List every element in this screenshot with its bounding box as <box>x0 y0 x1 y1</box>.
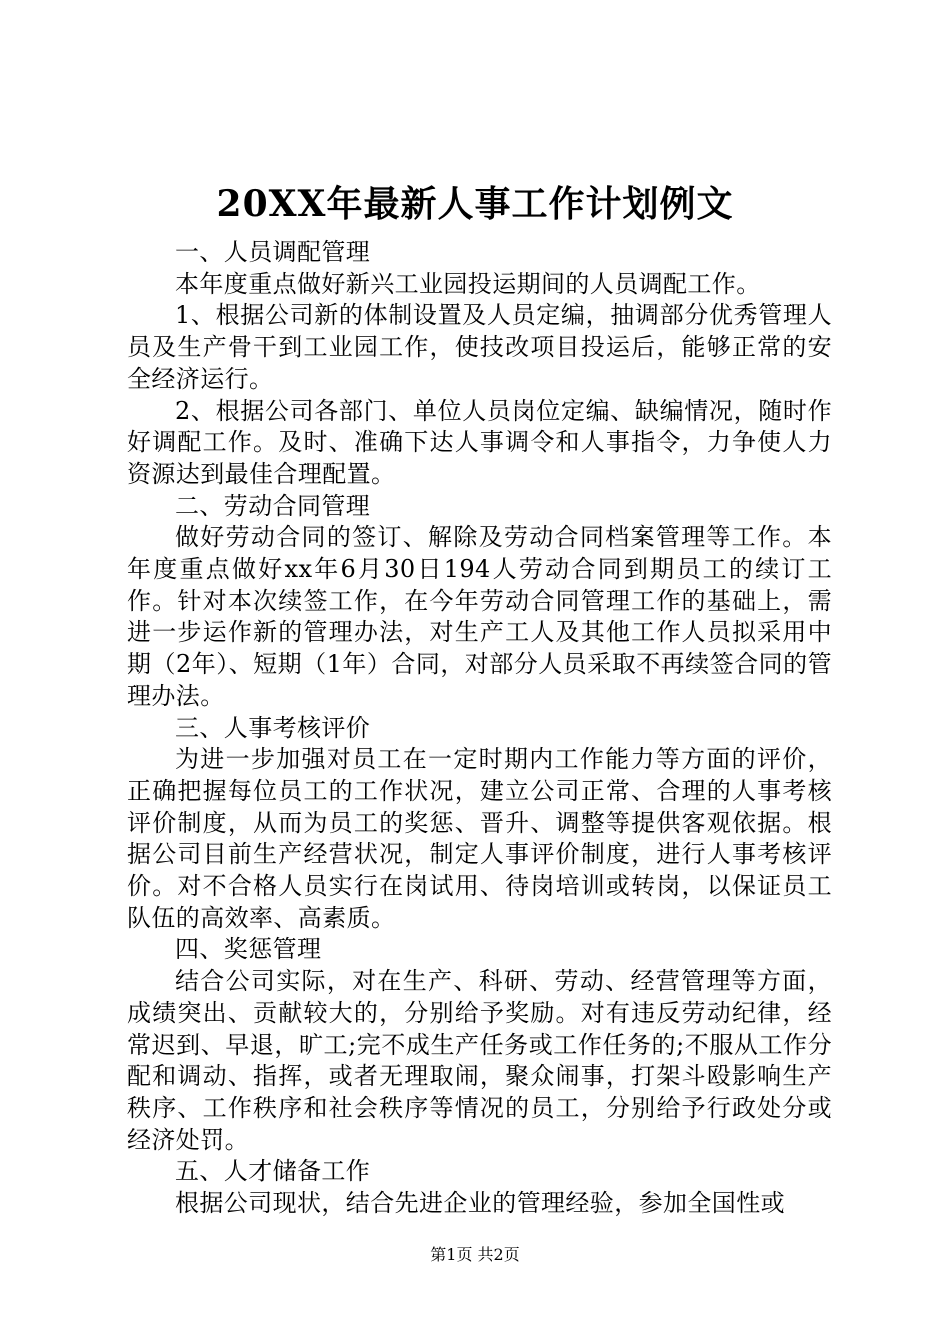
document-title: 20XX年最新人事工作计划例文 <box>216 183 734 225</box>
section-heading-evaluation: 三、人事考核评价 <box>175 713 371 742</box>
paragraph: 1、根据公司新的体制设置及人员定编，抽调部分优秀管理人员及生产骨干到工业园工作，使技改项目投运后，能够正常的安全经济运行。 <box>127 301 832 393</box>
page-footer: 第1页 共2页 <box>430 1245 520 1264</box>
paragraph: 根据公司现状，结合先进企业的管理经验，参加全国性或 <box>175 1189 785 1218</box>
paragraph: 2、根据公司各部门、单位人员岗位定编、缺编情况，随时作好调配工作。及时、准确下达人事调令和人事指令，力争使人力资源达到最佳合理配置。 <box>127 396 832 488</box>
section-heading-staffing: 一、人员调配管理 <box>175 238 371 266</box>
section-heading-rewards: 四、奖惩管理 <box>175 935 322 964</box>
paragraph: 本年度重点做好新兴工业园投运期间的人员调配工作。 <box>175 269 761 298</box>
paragraph: 做好劳动合同的签订、解除及劳动合同档案管理等工作。本年度重点做好xx年6月30日194人劳动合同到期员工的续订工作。针对本次续签工作，在今年劳动合同管理工作的基础上，需进一步运作新的管理办法，对生产工人及其他工作人员拟采用中期（2年）、短期（1年）合同，对部分人员采取不再续签合同的管理办法。 <box>127 523 832 710</box>
paragraph: 为进一步加强对员工在一定时期内工作能力等方面的评价，正确把握每位员工的工作状况，建立公司正常、合理的人事考核评价制度，从而为员工的奖惩、晋升、调整等提供客观依据。根据公司目前生产经营状况，制定人事评价制度，进行人事考核评价。对不合格人员实行在岗试用、待岗培训或转岗，以保证员工队伍的高效率、高素质。 <box>127 745 832 932</box>
section-heading-labor-contract: 二、劳动合同管理 <box>175 491 371 520</box>
document-body <box>127 237 832 1220</box>
section-heading-talent-reserve: 五、人才储备工作 <box>175 1157 371 1186</box>
paragraph: 结合公司实际，对在生产、科研、劳动、经营管理等方面，成绩突出、贡献较大的，分别给予奖励。对有违反劳动纪律，经常迟到、早退，旷工;完不成生产任务或工作任务的;不服从工作分配和调动、指挥，或者无理取闹，聚众闹事，打架斗殴影响生产秩序、工作秩序和社会秩序等情况的员工，分别给予行政处分或经济处罚。 <box>127 967 832 1154</box>
